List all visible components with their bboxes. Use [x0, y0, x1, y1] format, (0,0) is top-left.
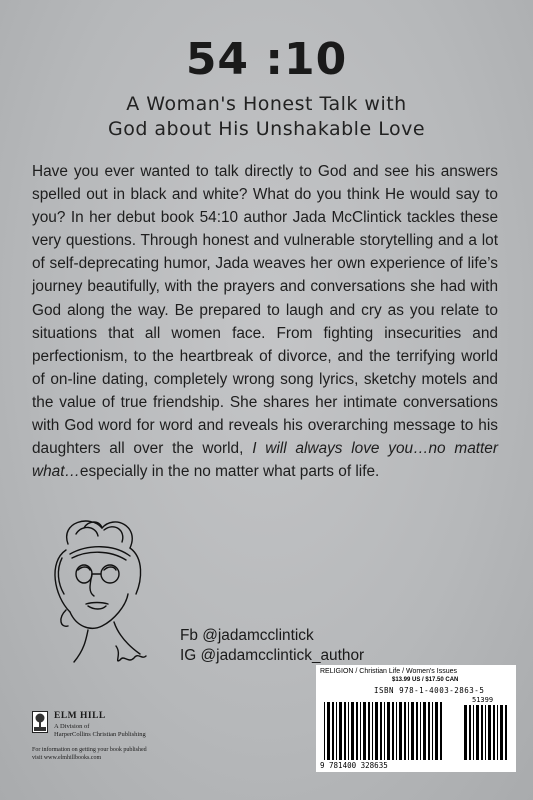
book-subtitle — [0, 92, 533, 142]
publisher-name: ELM HILL — [54, 711, 106, 721]
barcode-bar — [368, 702, 370, 760]
barcode-bar — [363, 702, 366, 760]
barcode-bar — [404, 702, 406, 760]
barcode-addon-bars — [464, 705, 508, 760]
barcode-bar — [416, 702, 418, 760]
instagram-handle: IG @jadamcclintick_author — [180, 647, 365, 664]
barcode-ean-number: 9 781400 328635 — [320, 761, 388, 770]
barcode-bar — [408, 702, 409, 760]
barcode-price: $13.99 US / $17.50 CAN — [392, 677, 459, 683]
barcode-bar — [469, 705, 471, 760]
barcode-bar — [324, 702, 325, 760]
publisher-division-line-1: A Division of — [54, 723, 90, 730]
blurb-italic-text: I will always love you…no matter what… — [32, 440, 498, 481]
barcode-isbn: ISBN 978-1-4003-2863-5 — [374, 686, 485, 695]
barcode-bar — [351, 702, 354, 760]
author-social-handles — [180, 626, 364, 666]
author-line-drawing — [18, 514, 178, 674]
barcode-bar — [464, 705, 467, 760]
book-blurb — [32, 160, 498, 483]
barcode-bar — [344, 702, 346, 760]
book-title: 54 :10 — [185, 34, 348, 85]
barcode-bar — [332, 702, 334, 760]
barcode-bar — [476, 705, 479, 760]
barcode-bar — [500, 705, 503, 760]
barcode-bar — [440, 702, 442, 760]
publisher-info-line-1: For information on getting your book published — [32, 747, 147, 753]
barcode-bar — [339, 702, 342, 760]
barcode-bar — [372, 702, 373, 760]
barcode-bar — [488, 705, 491, 760]
barcode-bar — [423, 702, 426, 760]
barcode-bar — [505, 705, 507, 760]
barcode-main-bars — [324, 702, 442, 760]
barcode-bar — [481, 705, 483, 760]
barcode-bar — [420, 702, 421, 760]
barcode-bar — [348, 702, 349, 760]
barcode-bar — [387, 702, 390, 760]
barcode-bar — [384, 702, 385, 760]
subtitle-line-1: A Woman's Honest Talk with — [126, 93, 407, 115]
barcode-bar — [485, 705, 486, 760]
publisher-info-line-2: visit www.elmhillbooks.com — [32, 755, 102, 761]
barcode-bar — [375, 702, 378, 760]
barcode-bar — [411, 702, 414, 760]
barcode-bar — [428, 702, 430, 760]
barcode-addon-code: 51399 — [472, 696, 494, 704]
barcode-category: RELIGION / Christian Life / Women's Issues — [320, 668, 457, 675]
barcode-bar — [356, 702, 358, 760]
publisher-division-line-2: HarperCollins Christian Publishing — [54, 730, 146, 738]
facebook-handle: Fb @jadamcclintick — [180, 627, 314, 644]
barcode-bar — [399, 702, 402, 760]
barcode-bar — [392, 702, 394, 760]
barcode-bar — [327, 702, 330, 760]
barcode-bar — [435, 702, 438, 760]
isbn-barcode-box — [316, 665, 516, 772]
subtitle-line-2: God about His Unshakable Love — [107, 118, 426, 140]
barcode-bar — [360, 702, 361, 760]
elm-hill-logo-icon — [32, 711, 48, 733]
barcode-bar — [473, 705, 474, 760]
barcode-bar — [380, 702, 382, 760]
barcode-bar — [493, 705, 495, 760]
publisher-info — [32, 746, 147, 762]
barcode-bar — [336, 702, 337, 760]
publisher-division — [54, 723, 146, 738]
barcode-bar — [497, 705, 498, 760]
barcode-bar — [396, 702, 397, 760]
blurb-tail-text: especially in the no matter what parts of life. — [79, 463, 380, 481]
barcode-bar — [432, 702, 433, 760]
blurb-main-text: Have you ever wanted to talk directly to God and see his answers spelled out in black and white? What do you think He would say to you? In her debut book 54:10 author Jada McClintick tackles these very questions. Through honest and vulnerable storytelling and a lot of self-deprecating humor, Jada weaves her own experience of life’s journey beautifully, with the prayers and conversations she had with God along the way. Be prepared to laugh and cry as you relate to situations that all women face. From fighting insecurities and perfectionism, to the heartbreak of divorce, and the terrifying world of on-line dating, completely wrong song lyrics, sketchy motels and the value of true friendship. She shares her intimate conversations with God word for word and reveals his overarching message to his daughters all over the world, — [32, 163, 498, 458]
